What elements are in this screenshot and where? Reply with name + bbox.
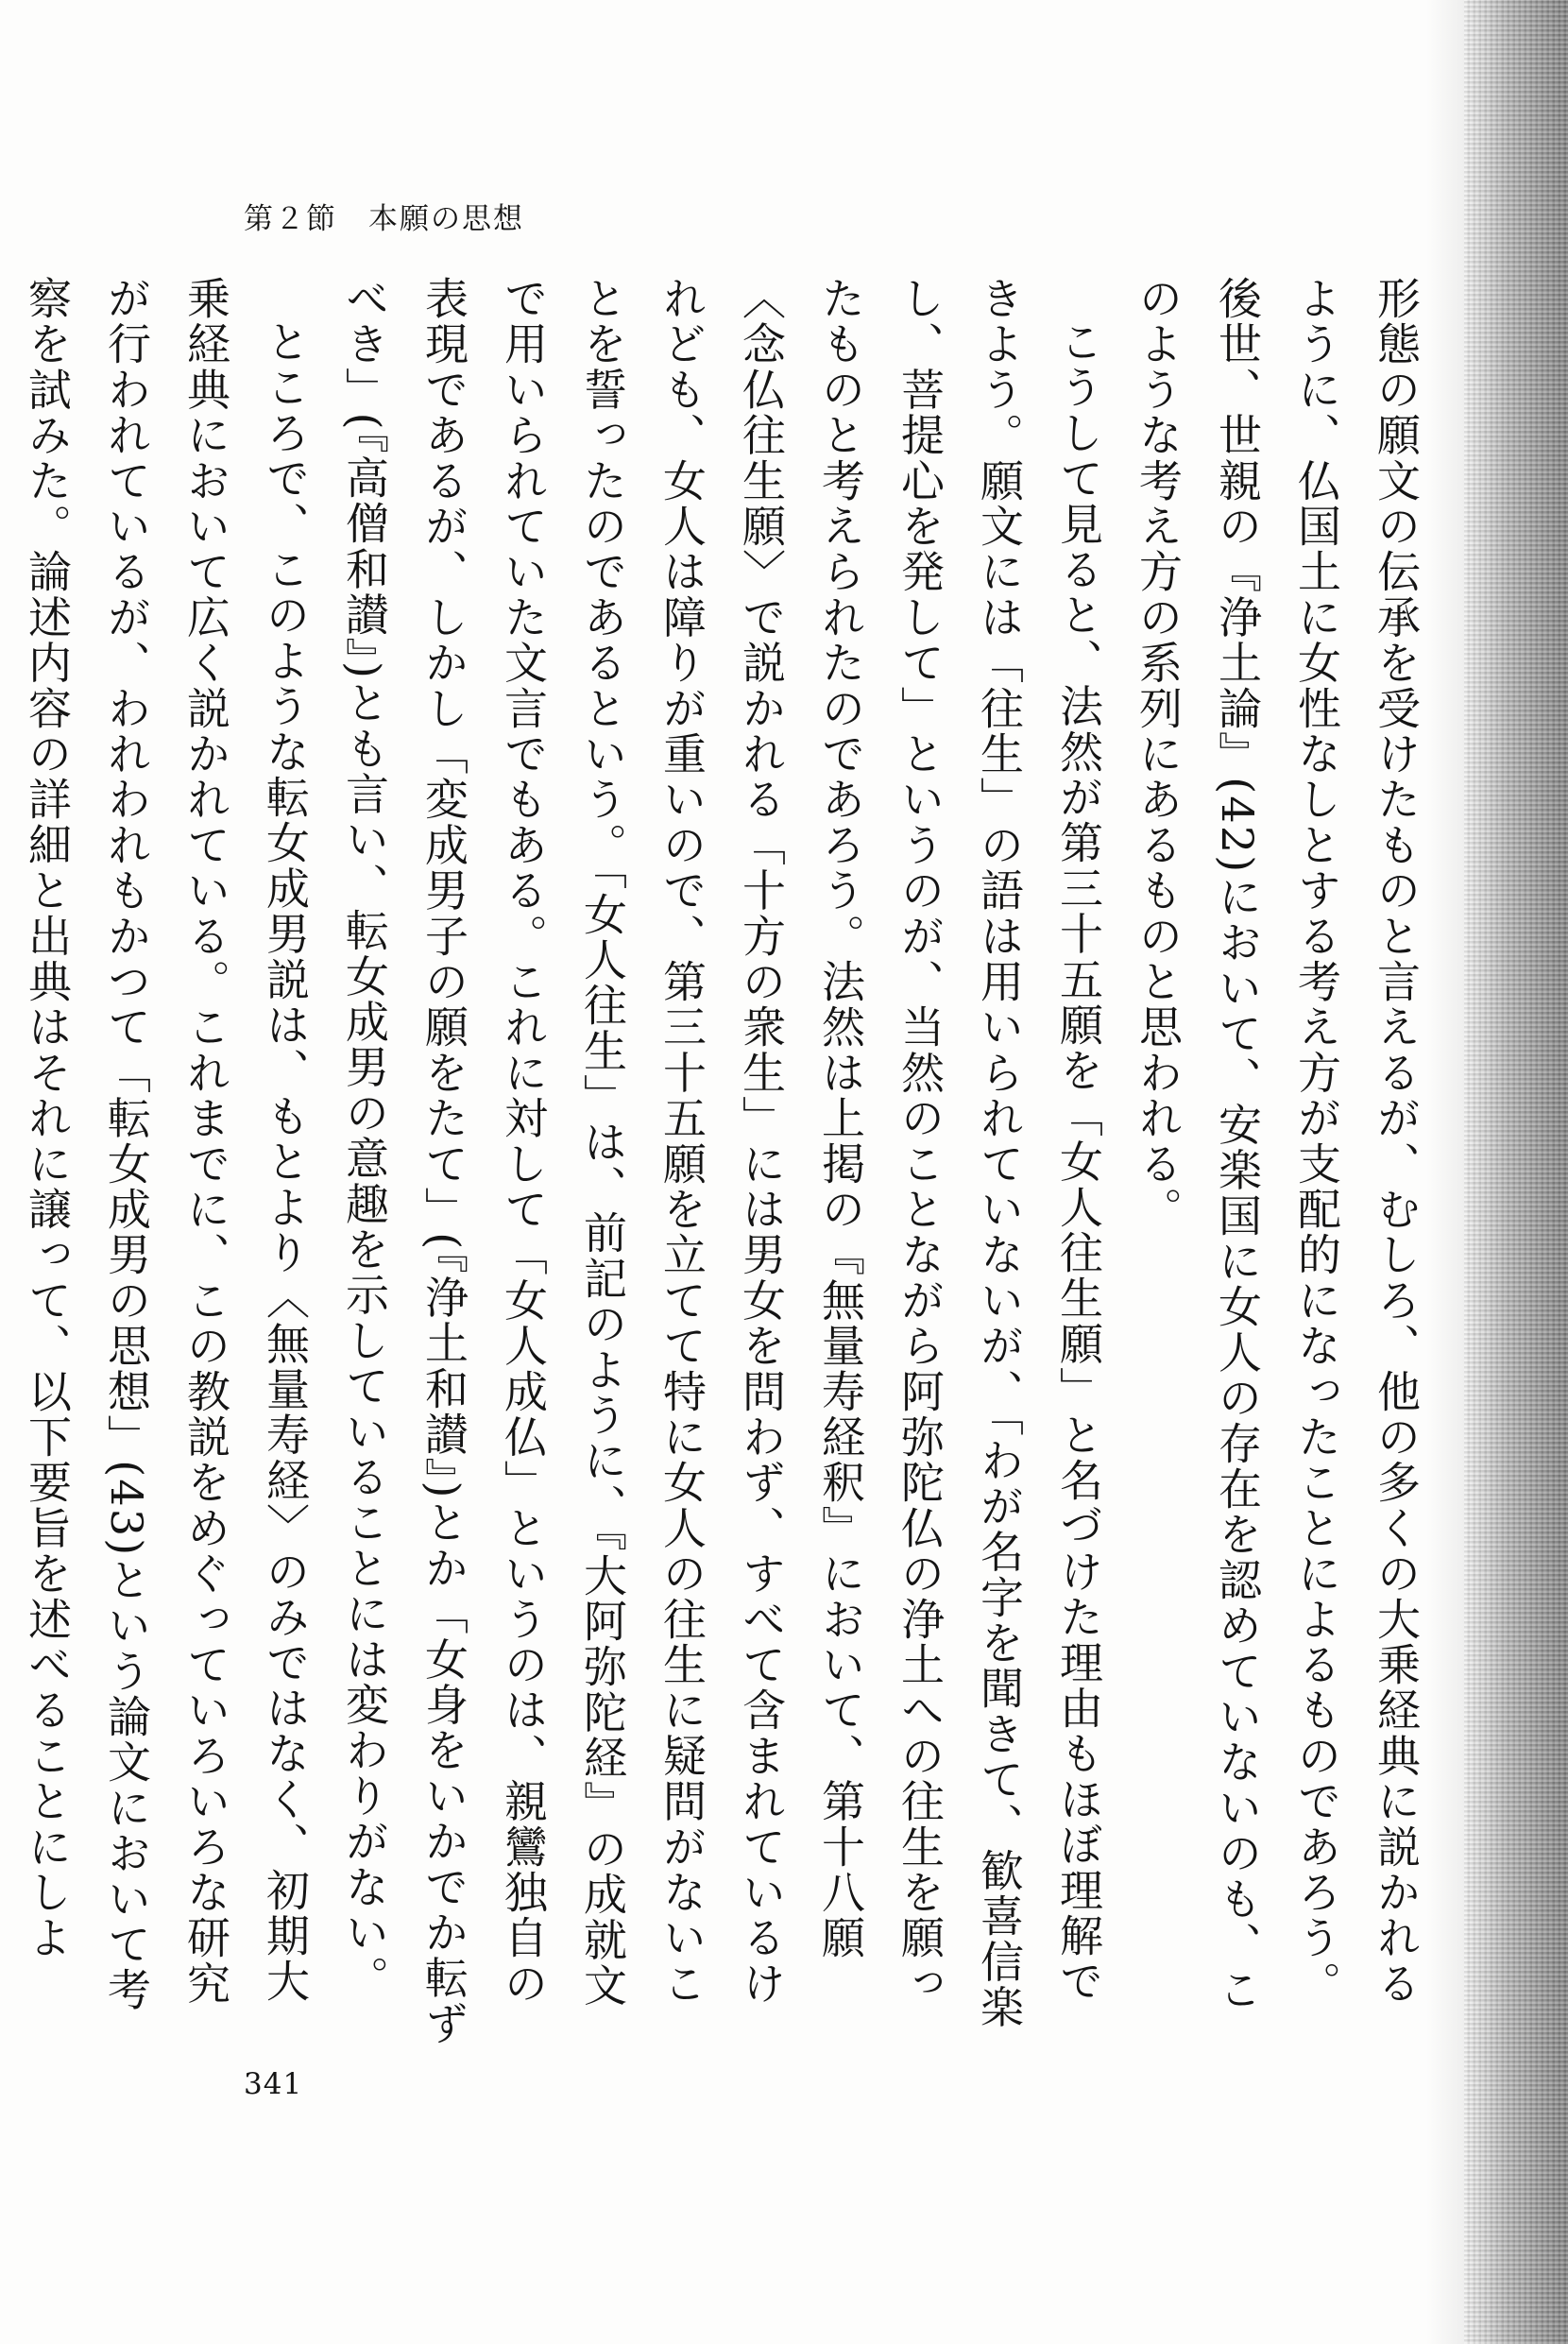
page-number: 341 — [244, 2067, 303, 2101]
scan-noise — [1464, 0, 1568, 2344]
paragraph-1: 形態の願文の伝承を受けたものと言えるが、むしろ、他の多くの大乗経典に説かれるように、仏国土に女性なしとする考え方が支配的になったことによるものであろう。後世、世親の『浄土論』(42)において、安楽国に女人の存在を認めていないのも、このような考え方の系列にあるものと思われる。 — [1133, 276, 1422, 2013]
running-head: 第２節 本願の思想 — [244, 202, 524, 236]
paragraph-3: ところで、このような転女成男説は、もとより〈無量寿経〉のみではなく、初期大乗経典において広く説かれている。これまでに、この教説をめぐっていろいろな研究が行われているが、われわれもかつて「転女成男の思想」(43)という論文において考察を試みた。論述内容の詳細と出典はそれに譲って、以下要旨を述べることにしよ — [22, 276, 311, 2013]
body-text — [22, 276, 1436, 2047]
paragraph-2: こうして見ると、法然が第三十五願を「女人往生願」と名づけた理由もほぼ理解できよう。願文には「往生」の語は用いられていないが、「わが名字を聞きて、歓喜信楽し、菩提心を発して」というのが、当然のことながら阿弥陀仏の浄土への往生を願ったものと考えられたのであろう。法然は上掲の『無量寿経釈』において、第十八願〈念仏往生願〉で説かれる「十方の衆生」には男女を問わず、すべて含まれているけれども、女人は障りが重いので、第三十五願を立てて特に女人の往生に疑問がないことを誓ったのであるという。「女人往生」は、前記のように、『大阿弥陀経』の成就文で用いられていた文言でもある。これに対して「女人成仏」というのは、親鸞独自の表現であるが、しかし「変成男子の願をたて」(『浄土和讃』)とか「女身をいかでか転ずべき」(『高僧和讃』)とも言い、転女成男の意趣を示していることには変わりがない。 — [339, 276, 1104, 2047]
